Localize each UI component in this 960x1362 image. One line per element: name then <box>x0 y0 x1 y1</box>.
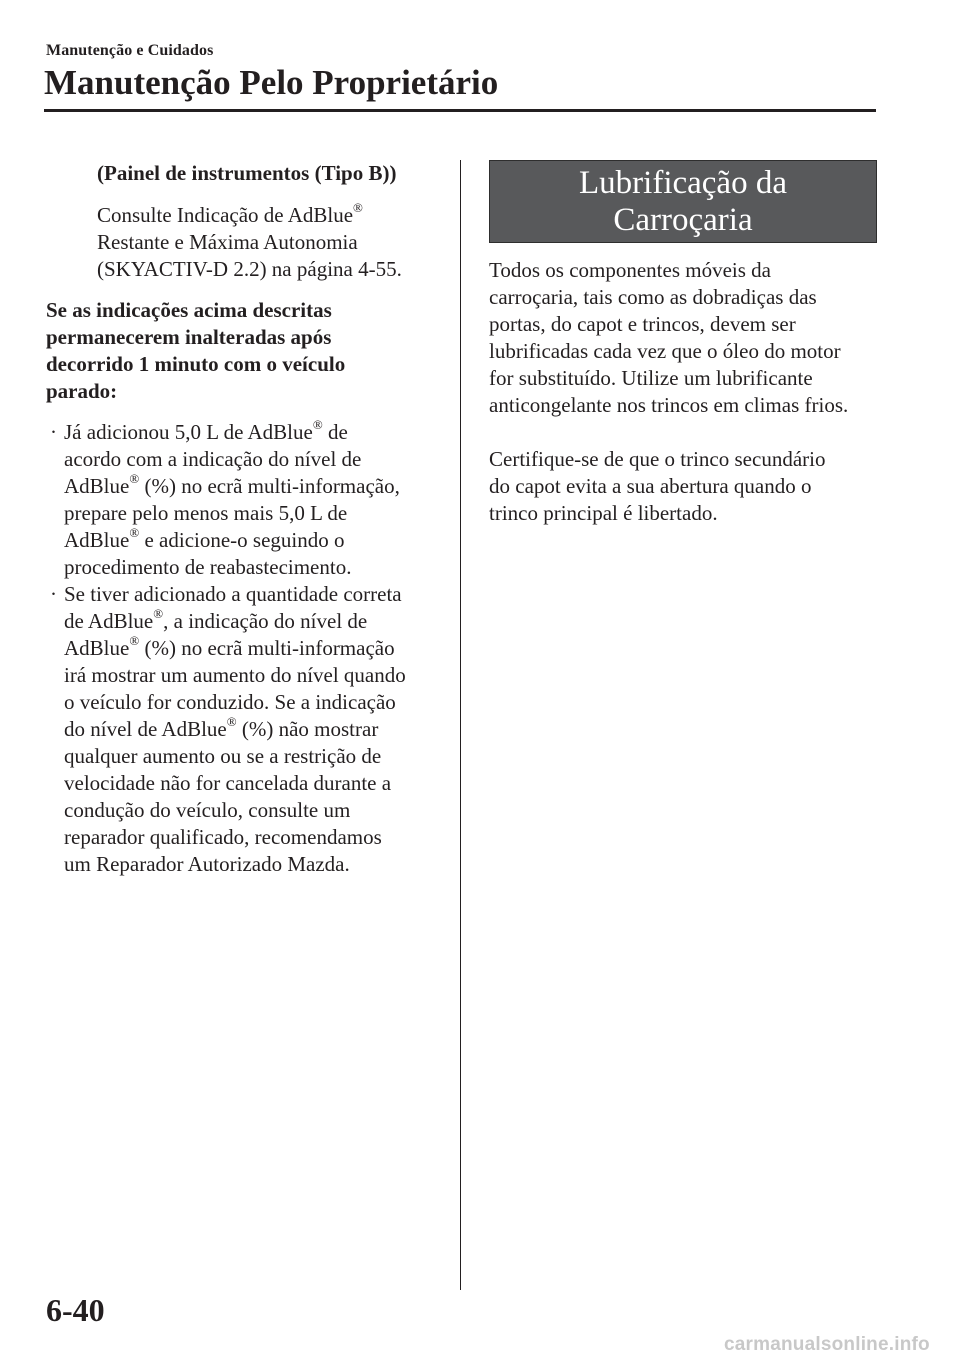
watermark: carmanualsonline.info <box>724 1334 930 1355</box>
bullet-item-level-increase: · Se tiver adicionado a quantidade correta de AdBlue®, a indicação do nível de AdBlue® (%) no ecrã multi-informação irá mostrar um aumento do nível quando o veículo for conduzido. Se a indicação do nível de AdBlue® (%) não mostrar qualquer aumento ou se a restrição de velocidade não for cancelada durante a condução do veículo, consulte um reparador qualificado, recomendamos um Reparador Autorizado Mazda. <box>50 582 406 876</box>
adblue-bullet-list <box>46 419 441 878</box>
registered-mark: ® <box>353 200 363 215</box>
bullet-dot: · <box>50 420 57 444</box>
column-divider <box>460 160 461 1290</box>
section-banner-line: Lubrificação da <box>579 165 787 201</box>
section-banner-line: Carroçaria <box>613 202 753 238</box>
reference-paragraph <box>97 202 441 283</box>
hood-latch-paragraph: Certifique-se de que o trinco secundário do capot evita a sua abertura quando o trinco principal é libertado. <box>489 447 826 525</box>
page-number: 6-40 <box>46 1292 105 1328</box>
chapter-title: Manutenção Pelo Proprietário <box>44 63 499 102</box>
header-rule <box>44 109 876 112</box>
reference-line: (SKYACTIV-D 2.2) na página 4-55. <box>97 257 402 281</box>
condition-heading: Se as indicações acima descritas permanecerem inalteradas após decorrido 1 minuto com o veículo parado: <box>46 298 346 403</box>
bullet-dot: · <box>50 582 57 606</box>
lubrication-paragraph: Todos os componentes móveis da carroçaria, tais como as dobradiças das portas, do capot e trincos, devem ser lubrificadas cada vez que o óleo do motor for substituído. Utilize um lubrificante anticongelante nos trincos em climas frios. <box>489 258 849 417</box>
reference-line: Restante e Máxima Autonomia <box>97 230 358 254</box>
instrument-panel-note <box>97 160 441 283</box>
section-banner <box>489 160 877 243</box>
left-column <box>46 160 441 878</box>
reference-line: Consulte Indicação de AdBlue® <box>97 200 363 227</box>
bullet-item-refill: · Já adicionou 5,0 L de AdBlue® de acordo com a indicação do nível de AdBlue® (%) no ecrã multi-informação, prepare pelo menos mais 5,0 L de AdBlue® e adicione-o seguindo o procedimento de reabastecimento. <box>50 417 400 579</box>
section-label: Manutenção e Cuidados <box>46 42 214 59</box>
instrument-panel-subheading: (Painel de instrumentos (Tipo B)) <box>97 161 397 185</box>
right-column <box>489 160 877 527</box>
